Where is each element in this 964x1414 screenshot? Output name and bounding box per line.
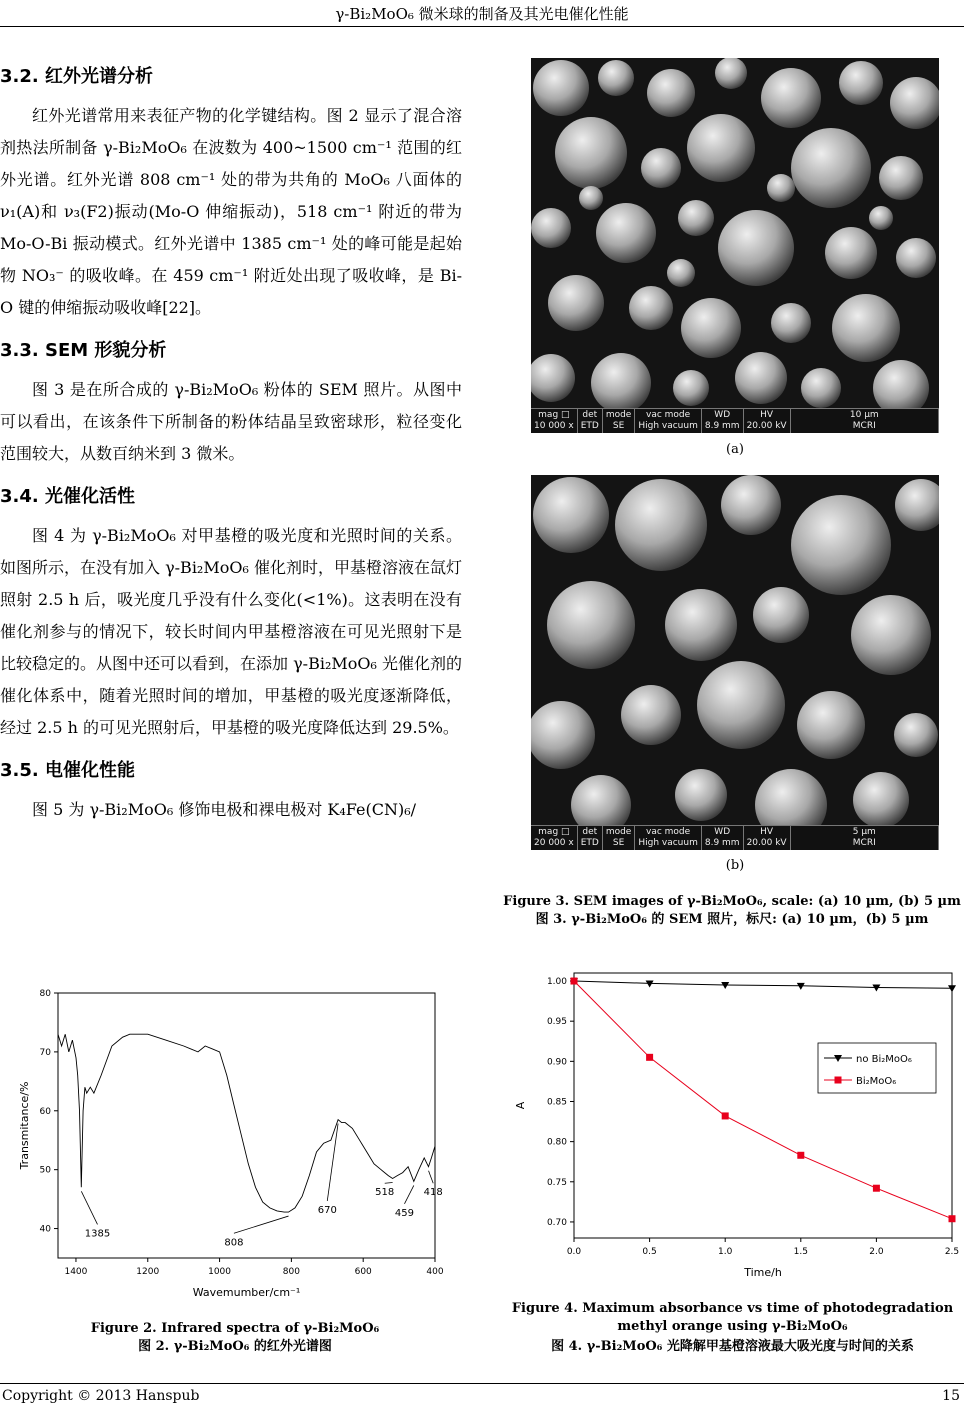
sem-cell: HV 20.00 kV xyxy=(744,409,791,433)
y-tick-label: 1.00 xyxy=(546,977,567,988)
ir-spectrum-line xyxy=(58,1034,435,1212)
sem-info-bar xyxy=(531,825,939,850)
sem-scale-cell: 10 µm MCRI xyxy=(791,409,939,433)
y-tick-label: 80 xyxy=(39,989,51,999)
peak-label: 1385 xyxy=(84,1228,111,1240)
section-paragraph: 红外光谱常用来表征产物的化学键结构。图 2 显示了混合溶剂热法所制备 γ-Bi₂MoO₆ 在波数为 400~1500 cm⁻¹ 范围的红外光谱。红外光谱 808 cm⁻¹ 处的带为共角的 MoO₆ 八面体的 ν₁(A)和 ν₃(F2)振动(Mo-O 伸缩振动)，518 cm⁻¹ 附近的带为 Mo-O-Bi 振动模式。红外光谱中 1385 cm⁻¹ 处的峰可能是起始物 NO₃⁻ 的吸收峰。在 459 cm⁻¹ 附近处出现了吸收峰，是 Bi-O 键的伸缩振动吸收峰[22]。 xyxy=(0,106,462,317)
sem-cell: WD 8.9 mm xyxy=(702,409,744,433)
series-line xyxy=(574,981,952,1219)
section-title: 3.2. 红外光谱分析 xyxy=(0,66,153,87)
peak-label: 459 xyxy=(394,1207,415,1219)
peak-label: 518 xyxy=(375,1187,395,1199)
section-title: 3.4. 光催化活性 xyxy=(0,486,135,507)
y-tick-label: 40 xyxy=(39,1224,51,1235)
x-axis-label: Time/h xyxy=(744,1266,782,1279)
sem-label-a: (a) xyxy=(726,442,744,457)
y-tick-label: 0.85 xyxy=(546,1097,567,1108)
annotation-arrow xyxy=(81,1191,97,1224)
y-tick-label: 60 xyxy=(39,1106,51,1117)
sem-cell: det ETD xyxy=(578,826,603,850)
sem-scale-cell: 5 µm MCRI xyxy=(791,826,939,850)
data-point xyxy=(873,1185,880,1192)
sem-cell: HV 20.00 kV xyxy=(744,826,791,850)
y-tick-label: 50 xyxy=(39,1165,51,1176)
figure-caption-en: Figure 3. SEM images of γ-Bi₂MoO₆, scale: (a) 10 µm, (b) 5 µm xyxy=(503,894,961,909)
sem-cell: mode SE xyxy=(603,409,636,433)
left-column xyxy=(0,50,462,826)
peak-label: 808 xyxy=(224,1237,244,1249)
x-tick-label: 800 xyxy=(282,1267,300,1277)
y-tick-label: 0.80 xyxy=(546,1137,567,1148)
section-title: 3.3. SEM 形貌分析 xyxy=(0,340,167,361)
figure-caption-cn: 图 4. γ-Bi₂MoO₆ 光降解甲基橙溶液最大吸光度与时间的关系 xyxy=(551,1339,914,1354)
plot-frame xyxy=(574,973,952,1238)
x-tick-label: 600 xyxy=(354,1267,372,1277)
sem-cell: mag □ 10 000 x xyxy=(531,409,578,433)
data-point xyxy=(949,1215,956,1222)
x-tick-label: 1200 xyxy=(136,1267,160,1277)
peak-label: 418 xyxy=(423,1187,443,1199)
x-tick-label: 1.0 xyxy=(718,1247,733,1257)
x-tick-label: 2.5 xyxy=(944,1247,960,1257)
x-tick-label: 2.0 xyxy=(869,1247,884,1257)
x-tick-label: 1400 xyxy=(64,1267,88,1277)
section-paragraph: 图 4 为 γ-Bi₂MoO₆ 对甲基橙的吸光度和光照时间的关系。如图所示，在没有加入 γ-Bi₂MoO₆ 催化剂时，甲基橙溶液在氙灯照射 2.5 h 后，吸光度几乎没有什么变化(<1%)。这表明在没有催化剂参与的情况下，较长时间内甲基橙溶液在可见光照射下是比较稳定的。从图中还可以看到，在添加 γ-Bi₂MoO₆ 光催化剂的催化体系中，随着光照时间的增加，甲基橙的吸光度逐渐降低，经过 2.5 h 的可见光照射后，甲基橙的吸光度降低达到 29.5%。 xyxy=(0,526,462,737)
sem-image-a-photo xyxy=(531,58,939,409)
sem-cell: WD 8.9 mm xyxy=(702,826,744,850)
x-tick-label: 0.0 xyxy=(566,1247,582,1257)
legend-label: Bi₂MoO₆ xyxy=(856,1076,897,1087)
sem-cell: det ETD xyxy=(578,409,603,433)
sem-image-a xyxy=(531,58,939,433)
y-tick-label: 0.75 xyxy=(546,1177,567,1188)
x-tick-label: 400 xyxy=(426,1267,444,1277)
y-tick-label: 0.95 xyxy=(546,1017,567,1028)
footer-copyright: Copyright © 2013 Hanspub xyxy=(2,1388,200,1404)
x-tick-label: 1.5 xyxy=(793,1247,808,1257)
sem-cell: mag □ 20 000 x xyxy=(531,826,578,850)
series-line xyxy=(574,981,952,988)
figure-caption-cn: 图 2. γ-Bi₂MoO₆ 的红外光谱图 xyxy=(138,1339,332,1354)
annotation-arrow xyxy=(234,1216,289,1233)
sem-cell: vac mode High vacuum xyxy=(635,409,702,433)
peak-label: 670 xyxy=(317,1204,337,1216)
sem-image-b xyxy=(531,475,939,850)
y-tick-label: 70 xyxy=(39,1047,51,1058)
legend-marker xyxy=(835,1077,842,1084)
section-paragraph: 图 5 为 γ-Bi₂MoO₆ 修饰电极和裸电极对 K₄Fe(CN)₆/ xyxy=(32,800,417,819)
figure-caption-cn: 图 3. γ-Bi₂MoO₆ 的 SEM 照片，标尺: (a) 10 µm，(b) 5 µm xyxy=(535,912,929,927)
y-tick-label: 0.70 xyxy=(546,1217,567,1228)
sem-image-b-photo xyxy=(531,475,939,826)
figure-caption-en: Figure 2. Infrared spectra of γ-Bi₂MoO₆ xyxy=(90,1321,380,1336)
sem-cell: mode SE xyxy=(603,826,636,850)
legend-label: no Bi₂MoO₆ xyxy=(856,1054,912,1065)
ir-spectrum-chart xyxy=(10,980,450,1300)
absorbance-chart xyxy=(508,960,964,1290)
y-axis-label: A xyxy=(514,1101,527,1110)
sem-info-bar xyxy=(531,408,939,433)
annotation-arrow xyxy=(429,1171,434,1184)
annotation-arrow xyxy=(404,1185,413,1203)
data-point xyxy=(571,978,578,985)
header-rule xyxy=(0,26,964,27)
plot-frame xyxy=(58,993,435,1258)
data-point xyxy=(646,1054,653,1061)
annotation-arrow xyxy=(385,1183,393,1184)
sem-cell: vac mode High vacuum xyxy=(635,826,702,850)
section-title: 3.5. 电催化性能 xyxy=(0,760,135,781)
footer-rule xyxy=(0,1383,964,1384)
data-point xyxy=(797,1152,804,1159)
page-number: 15 xyxy=(942,1388,960,1404)
y-axis-label: Transmitance/% xyxy=(18,1081,31,1170)
x-tick-label: 0.5 xyxy=(642,1247,657,1257)
sem-label-b: (b) xyxy=(725,858,745,873)
data-point xyxy=(722,1112,729,1119)
x-tick-label: 1000 xyxy=(208,1267,232,1277)
data-point xyxy=(721,982,729,989)
running-header: γ-Bi₂MoO₆ 微米球的制备及其光电催化性能 xyxy=(335,5,629,23)
figure-caption-en: Figure 4. Maximum absorbance vs time of photodegradation methyl orange using γ-Bi₂MoO₆ xyxy=(511,1301,954,1334)
y-tick-label: 0.90 xyxy=(546,1057,567,1068)
section-paragraph: 图 3 是在所合成的 γ-Bi₂MoO₆ 粉体的 SEM 照片。从图中可以看出，在该条件下所制备的粉体结晶呈致密球形，粒径变化范围较大，从数百纳米到 3 微米。 xyxy=(0,380,462,463)
x-axis-label: Wavemumber/cm⁻¹ xyxy=(192,1286,301,1299)
